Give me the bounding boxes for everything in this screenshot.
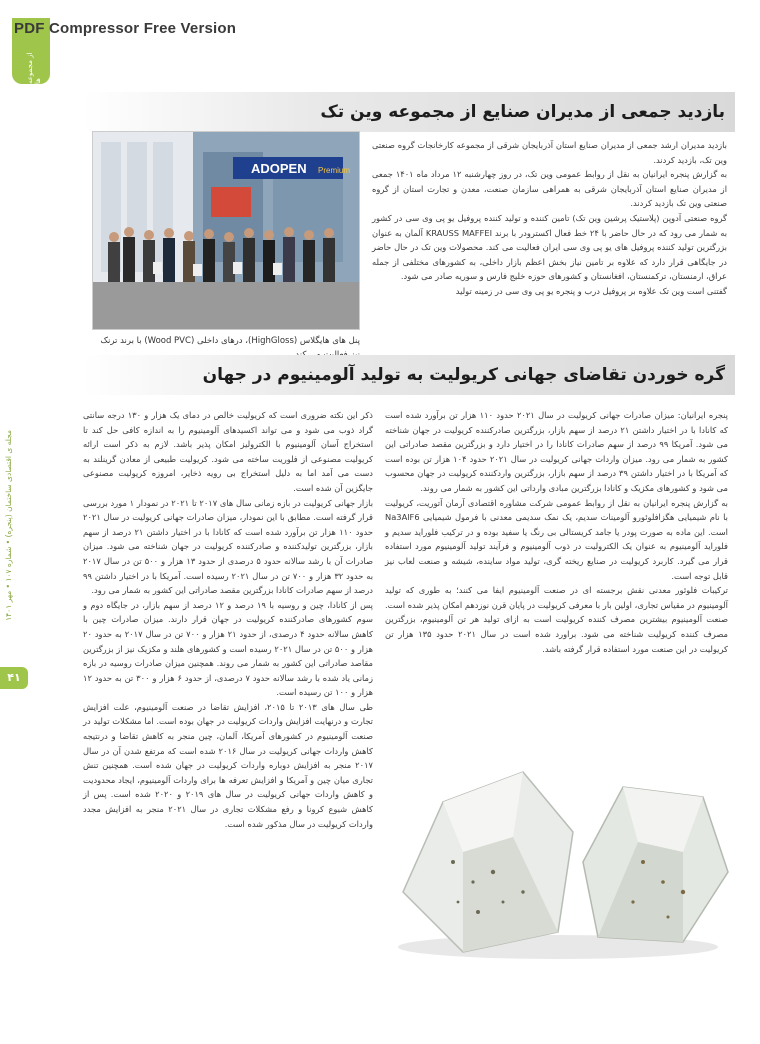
article2-column-right — [385, 408, 728, 656]
article2-title: گره خوردن تقاضای جهانی کریولیت به تولید آلومینیوم در جهان — [202, 365, 725, 385]
group-photo-illustration — [93, 132, 359, 329]
paragraph: به گزارش پنجره ایرانیان به نقل از روابط عمومی وین تک، در روز چهارشنبه ۱۲ مرداد ماه ۱۴۰۱ جمعی از مدیران صنایع استان آذربایجان شرقی به همراهی سازمان صنعت، معدن و تجارت استان از گروه صنعتی وین تک بازدید کردند. — [372, 169, 728, 209]
paragraph: بازار جهانی کریولیت در بازه زمانی سال های ۲۰۱۷ تا ۲۰۲۱ در نمودار ۱ مورد بررسی قرار گرفته است. مطابق با این نمودار، میزان صادرات جهانی کریولیت در سال ۲۰۲۱ حدود ۱۱۰ هزار تن برآورد شده است که کانادا با در اختیار داشتن ۲۱ درصد از سهم بازار، بزرگترین تولیدکننده و صادرکننده کریولیت در جهان شناخته می شود. میزان صادرات آن با رشد سالانه حدود ۵ درصدی از حدود ۱۳ هزار و ۵۰۰ تن در سال ۲۰۱۷ به حدود ۳۲ هزار و ۷۰۰ تن در سال ۲۰۲۱ رسیده است. آمریکا با در اختیار داشتن ۹۹ درصد از سهم صادرات کانادا بزرگترین مقصد صادراتی این کشور به شمار می رود. — [83, 497, 374, 596]
article1-banner — [83, 92, 735, 132]
paragraph: ذکر این نکته ضروری است که کریولیت خالص در دمای یک هزار و ۱۳۰ درجه سانتی گراد ذوب می شود و می تواند اکسیدهای آلومینیوم را به اندازه کافی حل کند تا استخراج آسان آلومینیوم با الکترولیز امکان پذیر باشد. لازم به ذکر است ارائه کریولیت مصنوعی از فلوریت ساخته می شود. کریولیت طبیعی از معادن گرینلند به دست می آمد اما به دلیل استخراج بی رویه ذخایر، امروزه کریولیت مصنوعی جایگزین آن شده است. — [83, 410, 374, 493]
sign-sub: Premium — [318, 166, 351, 175]
article2-column-left — [83, 408, 373, 831]
group-photo — [92, 131, 360, 330]
paragraph: گروه صنعتی آدوپن (پلاستیک پرشین وین تک) تامین کننده و تولید کننده پروفیل یو پی وی سی در کشور به شمار می رود که در حال حاضر با ۲۴ خط فعال اکسترودر با برند KRAUSS MAFFEI آلمان به عنوان بزرگترین تولید کننده پروفیل های یو پی وی سی ایران فعالیت می کند. محصولات وین تک در حال حاضر در جایگاهی قرار دارد که علاوه بر تامین نیاز بخش اعظم بازار داخلی، به کشورهای مختلفی از جمله عراق، ارمنستان، ترکمنستان، افغانستان و کشورهای حوزه خلیج فارس و سوریه صادر می شود. — [372, 212, 728, 282]
paragraph: گفتنی است وین تک علاوه بر پروفیل درب و پنجره یو پی وی سی در زمینه تولید — [455, 285, 727, 296]
article1-caption: پنل های هایگلاس (HighGloss)، درهای داخلی (Wood PVC) با برند ترنک — [100, 336, 360, 346]
paragraph: ترکیبات فلوئور معدنی نقش برجسته ای در صنعت آلومینیوم ایفا می کنند؛ به طوری که تولید آلومینیوم در مقیاس تجاری، اولین بار با معرفی کریولیت در پایان قرن نوزدهم امکان پذیر شده است. صنعت آلومینیوم بیشترین مصرف کننده کریولیت است به ازای تولید هر تن آلومینیوم، بزرگترین مصرف کننده کریولیت شناخته می شود. براورد شده است در سال ۲۰۲۱ حدود ۱۳۵ هزار تن کریولیت در این صنعت مورد استفاده قرار گرفته باشد. — [385, 585, 729, 654]
cryolite-photo — [383, 742, 733, 964]
paragraph: پنجره ایرانیان: میزان صادرات جهانی کریولیت در سال ۲۰۲۱ حدود ۱۱۰ هزار تن برآورد شده است که کانادا با در اختیار داشتن ۲۱ درصد از سهم بازار، بزرگترین صادرکننده کریولیت در جهان شناخته می شود. آمریکا ۹۹ درصد از سهم صادرات کانادا را در اختیار دارد و بزرگترین مقصد صادراتی این کشور به شمار می رود. میزان واردات جهانی کریولیت در سال ۲۰۲۱ حدود ۱۰۴ هزار تن بوده است که آمریکا با در اختیار داشتن ۳۹ درصد از سهم بازار، بزرگترین واردکننده کریولیت در جهان محسوب می شود و کشورهای مکزیک و کانادا بزرگترین مبادی وارداتی این کشور به شمار می روند. — [385, 410, 728, 493]
article2-banner — [83, 355, 735, 395]
paragraph: به گزارش پنجره ایرانیان به نقل از روابط عمومی شرکت مشاوره اقتصادی آرمان آتوریت، کریولیت با نام شیمیایی هگزافلوئورو آلومینات سدیم، یک نمک سدیمی معدنی با فرمول شیمیایی Na3AlF6 است. این ماده به صورت پودر یا جامد کریستالی بی رنگ یا سفید بوده و در ترکیب فلوراید سدیم و فلوراید آلومینیوم به عنوان یک الکترولیت در ذوب آلومینیوم و فرآیند تولید آلومینیوم مورد استفاده قرار می گیرد. کاربرد کریولیت در صنایع ریخته گری، تولید مواد ساینده، شیشه و صنعت لعاب نیز قابل توجه است. — [385, 497, 728, 581]
watermark: PDF Compressor Free Version — [14, 20, 237, 37]
article1-body — [372, 138, 727, 299]
cryolite-crystals-illustration — [383, 742, 733, 964]
page-number: ۴۱ — [0, 667, 28, 689]
section-tab-label: از مجموعه ها — [26, 52, 42, 84]
paragraph: پس از کانادا، چین و روسیه با ۱۹ درصد و ۱۲ درصد از سهم بازار، در جایگاه دوم و سوم کشورهای صادرکننده کریولیت در جهان قرار دارند. میزان صادرات چین با کاهش سالانه حدود ۴ درصدی، از حدود ۲۱ هزار و ۷۰۰ تن در سال ۲۰۱۷ به حدود ۲۰ هزار و ۵۰۰ تن در سال ۲۰۲۱ رسیده است و کشورهای هلند و مکزیک نیز از بزرگترین مقاصد صادراتی این کشور به شمار می روند. همچنین میزان صادرات روسیه در بازه زمانی یاد شده با رشد سالانه حدود ۷ درصدی، از حدود ۶ هزار و ۳۰۰ تن به حدود ۱۲ هزار و ۱۰۰ تن رسیده است. — [83, 599, 374, 698]
magazine-info: مجله ی اقتصادی ساختمان (پنجره) • شماره ۱۰۷ • مهر ۱۴۰۱ — [4, 430, 13, 621]
paragraph: طی سال های ۲۰۱۳ تا ۲۰۱۵، افزایش تقاضا در صنعت آلومینیوم، علت افزایش تجارت و درنهایت افزایش واردات کریولیت در جهان بوده است. اما مشکلات تولید در صنعت آلومینیوم در کشورهای آمریکا، آلمان، چین منجر به کاهش تقاضا و درنتیجه کاهش واردات جهانی کریولیت در سال ۲۰۱۶ شده است که مرتفع شدن آن در سال ۲۰۱۷ منجر به افزایش دوباره واردات کریولیت در جهان شده است. همچنین تنش تجاری میان چین و آمریکا و افزایش تعرفه ها برای واردات آلومینیوم، ایجاد محدودیت و کاهش واردات جهانی کریولیت در سال های ۲۰۱۹ و ۲۰۲۰ شده است. پس از کاهش شیوع کرونا و رفع مشکلات تجاری در سال ۲۰۲۱ منجر به افزایش مجدد واردات کریولیت در سال مذکور شده است. — [83, 701, 373, 829]
article1-title: بازدید جمعی از مدیران صنایع از مجموعه وین تک — [320, 102, 725, 122]
sign-text: ADOPEN — [251, 161, 307, 176]
paragraph: بازدید مدیران ارشد جمعی از مدیران صنایع استان آذربایجان شرقی از مجموعه کارخانجات گروه صنعتی وین تک، بازدید کردند. — [372, 140, 727, 165]
